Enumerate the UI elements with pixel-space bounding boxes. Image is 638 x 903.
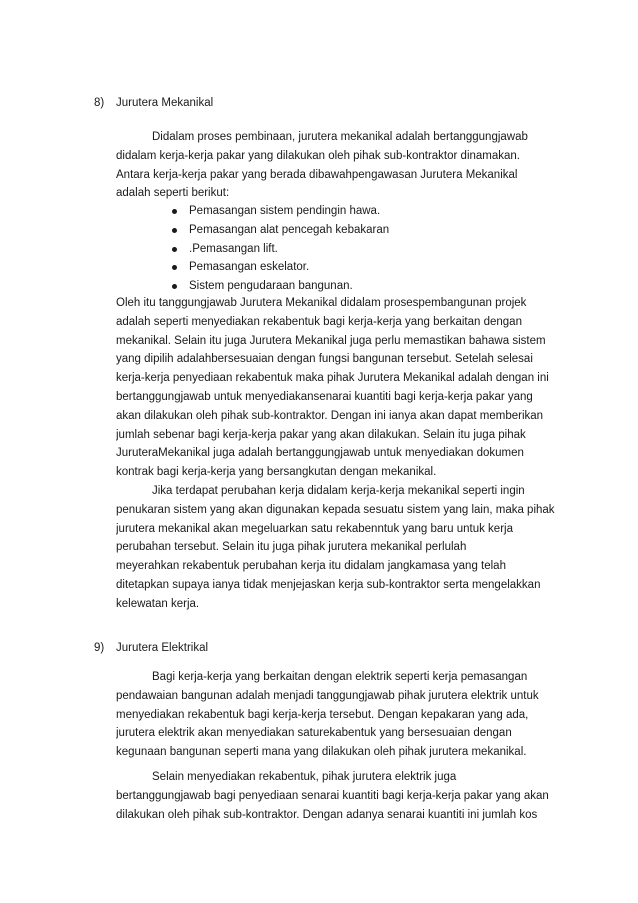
text-line: kelewatan kerja. <box>116 597 200 610</box>
text-line: akan dilakukan oleh pihak sub-kontraktor. Dengan ini ianya akan dapat memberikan <box>116 409 544 422</box>
text-line: adalah seperti menyediakan rekabentuk bagi kerja-kerja yang berkaitan dengan <box>116 315 522 328</box>
text-line: Bagi kerja-kerja yang berkaitan dengan elektrik seperti kerja pemasangan <box>152 671 528 683</box>
text-line: JuruteraMekanikal juga adalah bertanggungjawab untuk menyediakan dokumen <box>116 447 524 460</box>
text-line: kerja-kerja penyediaan rekabentuk maka pihak Jurutera Mekanikal adalah dengan ini <box>116 372 549 385</box>
section-9-title: Jurutera Elektrikal <box>116 642 209 654</box>
section-9-paragraph-1 <box>116 668 568 762</box>
list-item: .Pemasangan lift. <box>171 240 389 259</box>
text-line: menyediakan rekabentuk bagi kerja-kerja tersebut. Dengan kepakaran yang ada, <box>116 708 529 721</box>
list-item: Pemasangan alat pencegah kebakaran <box>171 221 389 240</box>
section-9-number: 9) <box>94 642 105 654</box>
text-line: kegunaan bangunan seperti mana yang dilakukan oleh pihak jurutera mekanikal. <box>116 746 527 759</box>
section-8-number: 8) <box>94 97 105 109</box>
text-line: pendawaian bangunan adalah menjadi tanggungjawab pihak jurutera elektrik untuk <box>116 689 539 702</box>
text-line: Didalam proses pembinaan, jurutera mekanikal adalah bertanggungjawab <box>152 131 528 143</box>
text-line: didalam kerja-kerja pakar yang dilakukan oleh pihak sub-kontraktor dinamakan. <box>116 149 520 162</box>
text-line: penukaran sistem yang akan digunakan kepada sesuatu sistem yang lain, maka pihak <box>116 503 555 516</box>
section-9-paragraph-2 <box>116 768 568 824</box>
mechanical-works-list <box>171 202 389 296</box>
text-line: jurutera elektrik akan menyediakan saturekabentuk yang bersesuaian dengan <box>116 727 512 740</box>
list-item: Pemasangan sistem pendingin hawa. <box>171 202 389 221</box>
text-line: meyerahkan rekabentuk perubahan kerja itu didalam jangkamasa yang telah <box>116 560 506 573</box>
text-line: Jika terdapat perubahan kerja didalam kerja-kerja mekanikal seperti ingin <box>152 484 525 497</box>
text-line: jurutera mekanikal akan megeluarkan satu rekabenntuk yang baru untuk kerja <box>116 522 513 535</box>
list-item: Sistem pengudaraan bangunan. <box>171 277 389 296</box>
text-line: adalah seperti berikut: <box>116 187 230 200</box>
section-8-heading <box>94 96 213 110</box>
text-line: jumlah sebenar bagi kerja-kerja pakar yang akan dilakukan. Selain itu juga pihak <box>116 428 526 441</box>
text-line: bertanggungjawab untuk menyediakansenarai kuantiti bagi kerja-kerja pakar yang <box>116 390 533 403</box>
text-line: dilakukan oleh pihak sub-kontraktor. Dengan adanya senarai kuantiti ini jumlah kos <box>116 808 538 821</box>
text-line: mekanikal. Selain itu juga Jurutera Mekanikal juga perlu memastikan bahawa sistem <box>116 334 546 347</box>
text-line: ditetapkan supaya ianya tidak menjejaskan kerja sub-kontraktor serta mengelakkan <box>116 578 541 591</box>
text-line: Antara kerja-kerja pakar yang berada dibawahpengawasan Jurutera Mekanikal <box>116 168 518 181</box>
section-9-heading <box>94 641 208 655</box>
text-line: Oleh itu tanggungjawab Jurutera Mekanikal didalam prosespembangunan projek <box>116 297 527 309</box>
text-line: perubahan tersebut. Selain itu juga pihak jurutera mekanikal perlulah <box>116 541 467 554</box>
section-8-title: Jurutera Mekanikal <box>116 97 214 109</box>
list-item: Pemasangan eskelator. <box>171 258 389 277</box>
text-line: kontrak bagi kerja-kerja yang bersangkutan dengan mekanikal. <box>116 466 437 479</box>
text-line: yang dipilih adalahbersesuaian dengan fungsi bangunan tersebut. Setelah selesai <box>116 353 533 366</box>
text-line: Selain menyediakan rekabentuk, pihak jurutera elektrik juga <box>152 771 457 783</box>
section-8-responsibility-paragraph <box>116 294 568 614</box>
section-8-intro-paragraph <box>116 128 568 203</box>
text-line: bertanggungjawab bagi penyediaan senarai kuantiti bagi kerja-kerja pakar yang akan <box>116 789 549 802</box>
